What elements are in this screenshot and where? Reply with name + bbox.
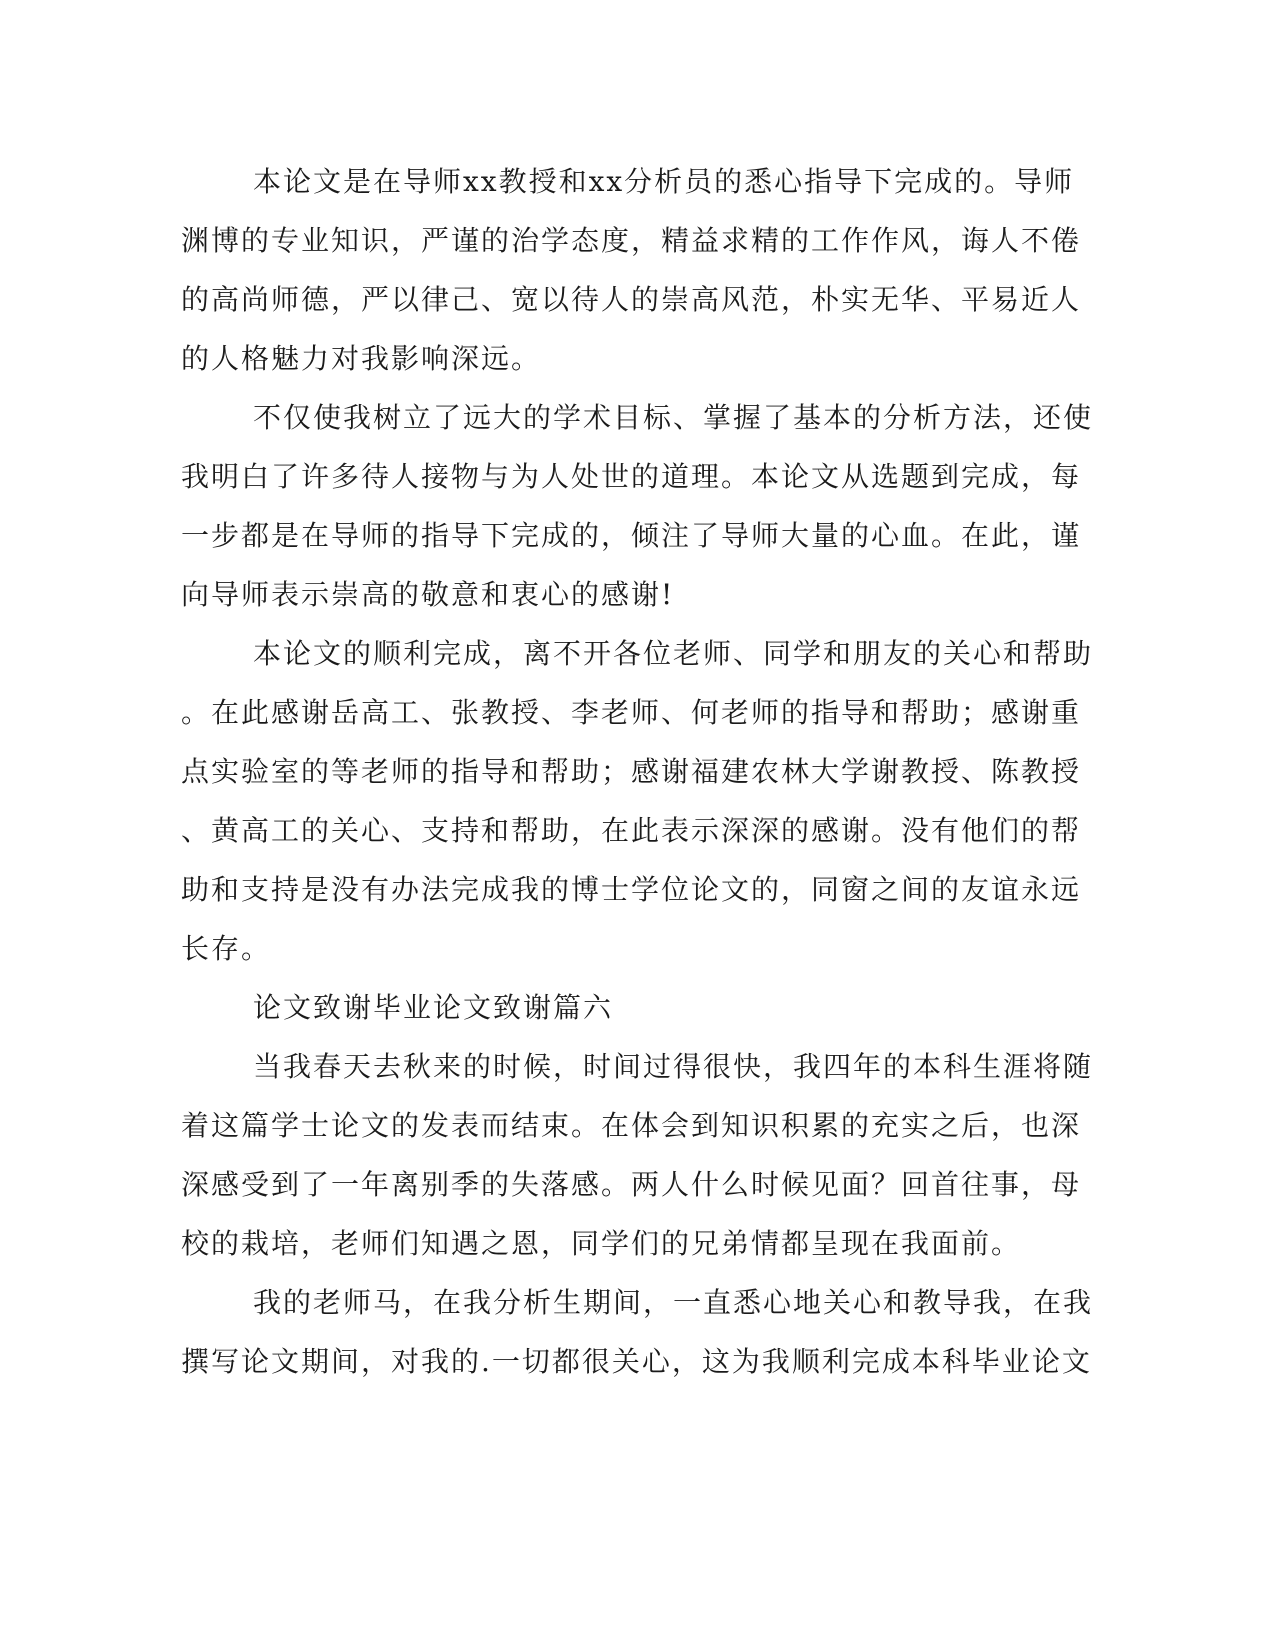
paragraph-5-line-1: 我的老师马，在我分析生期间，一直悉心地关心和教导我，在我 [253,1286,1094,1319]
document-body [181,160,1094,1399]
paragraph-3-line-5: 助和支持是没有办法完成我的博士学位论文的，同窗之间的友谊永远 [181,873,1082,906]
paragraph-4-line-3: 深感受到了一年离别季的失落感。两人什么时候见面？回首往事，母 [181,1168,1082,1201]
paragraph-4-line-2: 着这篇学士论文的发表而结束。在体会到知识积累的充实之后，也深 [181,1109,1082,1142]
paragraph-1-line-3: 的高尚师德，严以律己、宽以待人的崇高风范，朴实无华、平易近人 [181,283,1082,316]
paragraph-4-line-1: 当我春天去秋来的时候，时间过得很快，我四年的本科生涯将随 [253,1050,1094,1083]
paragraph-2-line-3: 一步都是在导师的指导下完成的，倾注了导师大量的心血。在此，谨 [181,519,1082,552]
paragraph-1-line-1: 本论文是在导师xx教授和xx分析员的悉心指导下完成的。导师 [253,165,1075,198]
paragraph-3-line-4: 、黄高工的关心、支持和帮助，在此表示深深的感谢。没有他们的帮 [181,814,1082,847]
paragraph-3-line-6: 长存。 [181,932,272,965]
paragraph-1-line-2: 渊博的专业知识，严谨的治学态度，精益求精的工作作风，诲人不倦 [181,224,1082,257]
paragraph-3-line-1: 本论文的顺利完成，离不开各位老师、同学和朋友的关心和帮助 [253,637,1094,670]
paragraph-3-line-3: 点实验室的等老师的指导和帮助；感谢福建农林大学谢教授、陈教授 [181,755,1082,788]
paragraph-2-line-2: 我明白了许多待人接物与为人处世的道理。本论文从选题到完成，每 [181,460,1082,493]
section-heading: 论文致谢毕业论文致谢篇六 [253,991,614,1024]
paragraph-2-line-1: 不仅使我树立了远大的学术目标、掌握了基本的分析方法，还使 [253,401,1094,434]
paragraph-4-line-4: 校的栽培，老师们知遇之恩，同学们的兄弟情都呈现在我面前。 [181,1227,1022,1260]
paragraph-3-line-2: 。在此感谢岳高工、张教授、李老师、何老师的指导和帮助；感谢重 [181,696,1082,729]
paragraph-5-line-2: 撰写论文期间，对我的.一切都很关心，这为我顺利完成本科毕业论文 [181,1345,1092,1378]
paragraph-1-line-4: 的人格魅力对我影响深远。 [181,342,542,375]
paragraph-2-line-4: 向导师表示崇高的敬意和衷心的感谢! [181,578,675,611]
